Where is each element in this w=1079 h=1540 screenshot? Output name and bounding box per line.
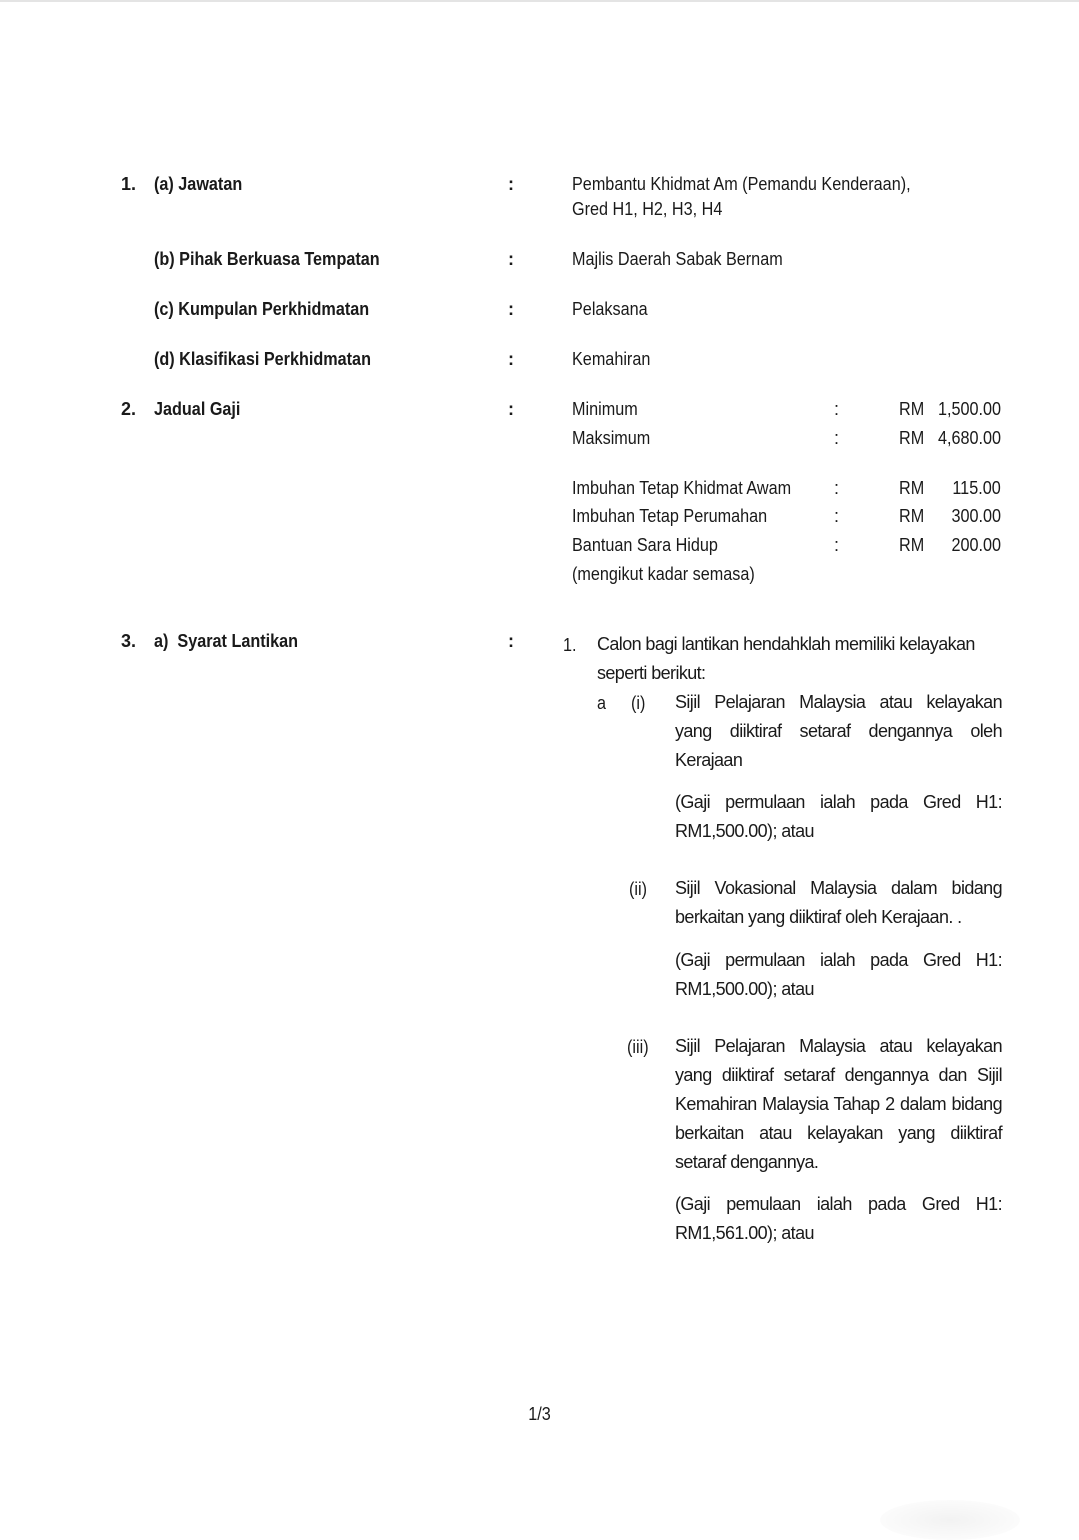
option-text: Sijil Vokasional Malaysia dalam bidang berkaitan yang diiktiraf oleh Kerajaan. . bbox=[675, 878, 1002, 927]
separator: : bbox=[508, 399, 514, 419]
label-pihak-berkuasa: (b) Pihak Berkuasa Tempatan bbox=[154, 249, 380, 269]
salary-row-label: Imbuhan Tetap Khidmat Awam bbox=[572, 478, 792, 498]
salary-currency: RM bbox=[899, 506, 925, 526]
value-kumpulan: Pelaksana bbox=[572, 299, 648, 319]
salary-currency: RM bbox=[899, 535, 925, 555]
option-roman: (ii) bbox=[629, 879, 647, 899]
label-syarat-lantikan: a) Syarat Lantikan bbox=[154, 631, 299, 651]
separator: : bbox=[508, 174, 514, 194]
salary-note: (mengikut kadar semasa) bbox=[572, 564, 755, 584]
option-text: Sijil Pelajaran Malaysia atau kelayakan yang diiktiraf setaraf dengannya dan Sijil Kemahiran Malaysia Tahap 2 dalam bidang berkaitan atau kelayakan yang diiktiraf setaraf dengannya. bbox=[675, 1036, 1002, 1172]
label-jawatan: (a) Jawatan bbox=[154, 174, 243, 194]
separator: : bbox=[508, 249, 514, 269]
value-pihak-berkuasa: Majlis Daerah Sabak Bernam bbox=[572, 249, 783, 269]
section-1-number: 1. bbox=[121, 174, 137, 194]
salary-amount: 115.00 bbox=[952, 478, 1001, 498]
requirements-intro: Calon bagi lantikan hendahklah memiliki kelayakan seperti berikut: bbox=[597, 634, 975, 683]
value-jawatan-line2: Gred H1, H2, H3, H4 bbox=[572, 199, 723, 219]
point-number: 1. bbox=[563, 635, 577, 655]
option-text: Sijil Pelajaran Malaysia atau kelayakan yang diiktiraf setaraf dengannya oleh Kerajaan bbox=[675, 692, 1002, 770]
separator: : bbox=[834, 506, 840, 526]
section-3-number: 3. bbox=[121, 631, 137, 651]
salary-row-label: Maksimum bbox=[572, 428, 651, 448]
separator: : bbox=[834, 478, 840, 498]
option-salary-note: (Gaji pemulaan ialah pada Gred H1: RM1,561.00); atau bbox=[675, 1194, 1002, 1243]
value-klasifikasi: Kemahiran bbox=[572, 349, 651, 369]
salary-currency: RM bbox=[899, 399, 925, 419]
separator: : bbox=[834, 399, 840, 419]
salary-currency: RM bbox=[899, 428, 925, 448]
separator: : bbox=[508, 349, 514, 369]
option-salary-note: (Gaji permulaan ialah pada Gred H1: RM1,500.00); atau bbox=[675, 950, 1002, 999]
option-roman: (iii) bbox=[627, 1037, 649, 1057]
page-number: 1/3 bbox=[528, 1404, 551, 1424]
salary-row-label: Imbuhan Tetap Perumahan bbox=[572, 506, 768, 526]
salary-currency: RM bbox=[899, 478, 925, 498]
separator: : bbox=[508, 631, 514, 651]
salary-amount: 200.00 bbox=[951, 535, 1001, 555]
separator: : bbox=[834, 428, 840, 448]
salary-row-label: Minimum bbox=[572, 399, 638, 419]
option-salary-note: (Gaji permulaan ialah pada Gred H1: RM1,500.00); atau bbox=[675, 792, 1002, 841]
separator: : bbox=[834, 535, 840, 555]
salary-amount: 1,500.00 bbox=[937, 399, 1001, 419]
option-roman: (i) bbox=[631, 693, 646, 713]
label-jadual-gaji: Jadual Gaji bbox=[154, 399, 241, 419]
top-border bbox=[0, 0, 1079, 2]
group-letter: a bbox=[597, 693, 607, 713]
salary-amount: 300.00 bbox=[951, 506, 1001, 526]
section-2-number: 2. bbox=[121, 399, 137, 419]
label-klasifikasi: (d) Klasifikasi Perkhidmatan bbox=[154, 349, 371, 369]
value-jawatan-line1: Pembantu Khidmat Am (Pemandu Kenderaan), bbox=[572, 174, 911, 194]
label-kumpulan: (c) Kumpulan Perkhidmatan bbox=[154, 299, 370, 319]
separator: : bbox=[508, 299, 514, 319]
salary-row-label: Bantuan Sara Hidup bbox=[572, 535, 718, 555]
scan-shadow bbox=[880, 1500, 1020, 1540]
salary-amount: 4,680.00 bbox=[937, 428, 1001, 448]
